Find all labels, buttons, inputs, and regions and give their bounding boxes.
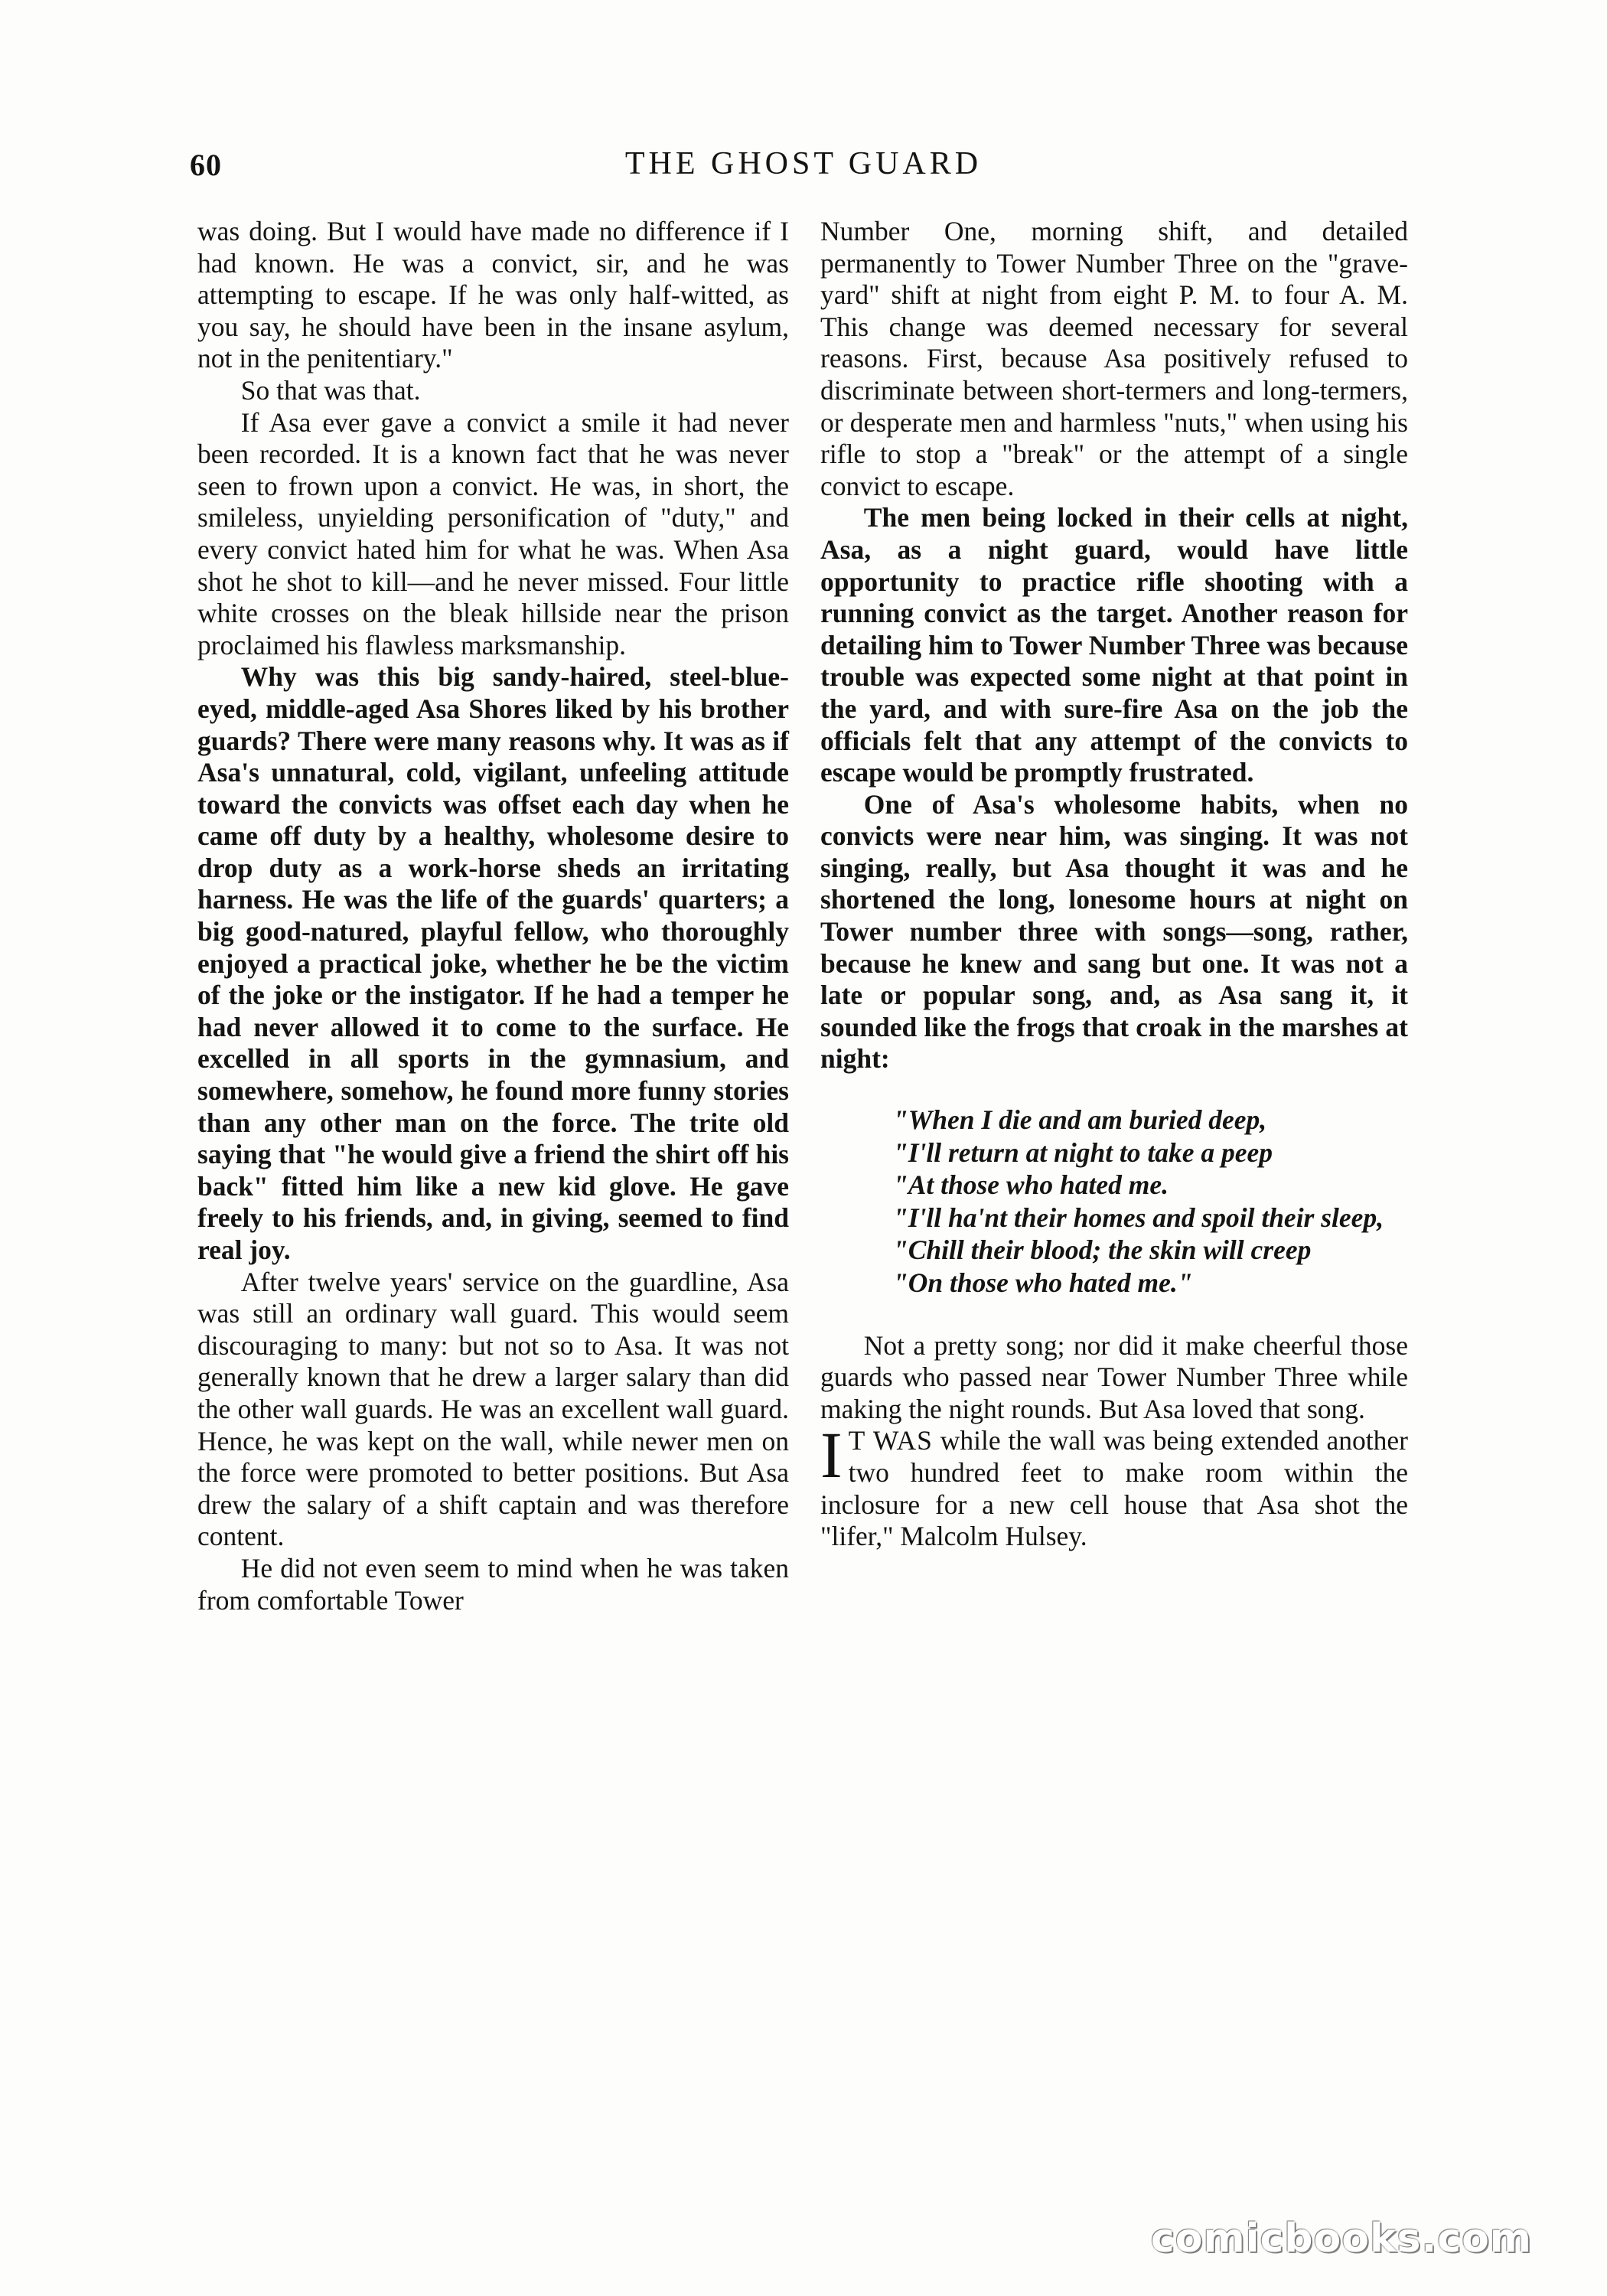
verse-line: "At those who hated me. [893, 1169, 1169, 1201]
verse-line: "I'll ha'nt their homes and spoil their sleep, [893, 1202, 1384, 1233]
paragraph: Not a pretty song; nor did it make cheerful those guards who passed near Tower Number Three while making the night rounds. But Asa loved that song. [820, 1329, 1408, 1424]
paragraph: was doing. But I would have made no difference if I had known. He was a convict, sir, and he was attempting to escape. If he was only half-witted, as you say, he should have been in the insane asylum, not in the penitentiary." [197, 216, 789, 374]
paragraph: The men being locked in their cells at night, Asa, as a night guard, would have little opportunity to practice rifle shooting with a running convict as the target. Another reason for detailing him to Tower Number Three was because trouble was expected some night at that point in the yard, and with sure-fire Asa on the job the officials felt that any attempt of the convicts to escape would be promptly frustrated. [820, 502, 1408, 788]
paragraph: One of Asa's wholesome habits, when no convicts were near him, was singing. It was not singing, really, but Asa thought it was and he shortened the long, lonesome hours at night on Tower number three with songs—song, rather, because he knew and sang but one. It was not a late or popular song, and, as Asa sang it, it sounded like the frogs that croak in the marshes at night: [820, 788, 1408, 1075]
right-column [820, 216, 1408, 1553]
paragraph: After twelve years' service on the guardline, Asa was still an ordinary wall guard. This would seem discouraging to many: but not so to Asa. It was not generally known that he drew a larger salary than did the other wall guards. He was an excellent wall guard. Hence, he was kept on the wall, while newer men on the force were promoted to better positions. But Asa drew the salary of a shift captain and was therefore content. [197, 1266, 789, 1552]
song-verse [893, 1104, 1408, 1300]
paragraph: Number One, morning shift, and detailed permanently to Tower Number Three on the "grave-yard" shift at night from eight P. M. to four A. M. This change was deemed necessary for several reasons. First, because Asa positively refused to discriminate between short-termers and long-termers, or desperate men and harmless "nuts," when using his rifle to stop a "break" or the attempt of a single convict to escape. [820, 216, 1408, 501]
section-text: while the wall was being extended another two hundred feet to make room within the inclosure for a new cell house that Asa shot the "lifer," Malcolm Hulsey. [820, 1425, 1408, 1552]
paragraph: Why was this big sandy-haired, steel-blue-eyed, middle-aged Asa Shores liked by his brother guards? There were many reasons why. It was as if Asa's unnatural, cold, vigilant, unfeeling attitude toward the convicts was offset each day when he came off duty by a healthy, wholesome desire to drop duty as a work-horse sheds an irritating harness. He was the life of the guards' quarters; a big good-natured, playful fellow, who thoroughly enjoyed a practical joke, whether he be the victim of the joke or the instigator. If he had a temper he had never allowed it to come to the surface. He excelled in all sports in the gymnasium, and somewhere, somehow, he found more funny stories than any other man on the force. The trite old saying that "he would give a friend the shirt off his back" fitted him like a new kid glove. He gave freely to his friends, and, in giving, seemed to find real joy. [197, 661, 789, 1265]
watermark: comicbooks.com [1150, 2216, 1532, 2262]
paragraph: So that was that. [240, 374, 421, 406]
section-opening [820, 1418, 1408, 1552]
drop-cap: I [820, 1418, 843, 1492]
verse-line: "On those who hated me." [893, 1267, 1193, 1298]
paragraph: He did not even seem to mind when he was taken from comfortable Tower [197, 1552, 789, 1616]
verse-line: "When I die and am buried deep, [893, 1104, 1267, 1136]
paragraph: If Asa ever gave a convict a smile it had never been recorded. It is a known fact that he was never seen to frown upon a convict. He was, in short, the smileless, unyielding personification of "duty," and every convict hated him for what he was. When Asa shot he shot to kill—and he never missed. Four little white crosses on the bleak hillside near the prison proclaimed his flawless marksmanship. [197, 406, 789, 660]
left-column [197, 216, 789, 1616]
verse-line: "Chill their blood; the skin will creep [893, 1234, 1312, 1266]
page-number: 60 [190, 148, 222, 182]
verse-line: "I'll return at night to take a peep [893, 1137, 1273, 1168]
section-lead-in: T WAS [848, 1425, 933, 1456]
running-title: THE GHOST GUARD [624, 146, 983, 181]
